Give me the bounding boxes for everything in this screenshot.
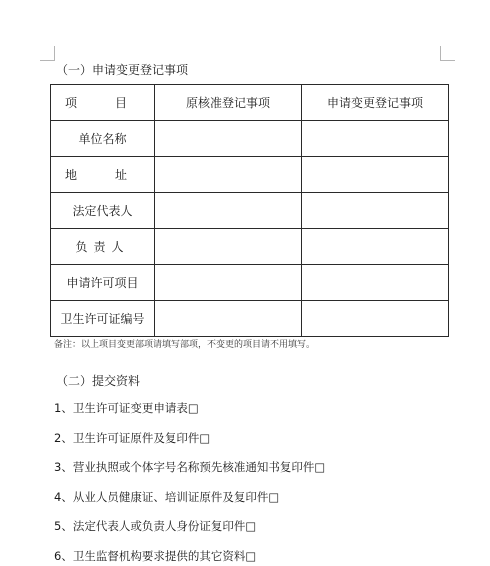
- section-heading-submit-materials: （二）提交资料: [56, 374, 141, 388]
- row-label: 法定代表人: [51, 193, 155, 229]
- requested-cell[interactable]: [302, 229, 449, 265]
- original-cell[interactable]: [155, 265, 302, 301]
- table-note: 备注：以上项目变更部项请填写部项，不变更的项目请不用填写。: [54, 340, 316, 350]
- table-row: [51, 265, 449, 301]
- table-row: [51, 157, 449, 193]
- table-row: [51, 301, 449, 337]
- change-registration-table: [50, 84, 449, 337]
- original-cell[interactable]: [155, 301, 302, 337]
- row-label: 负责人: [51, 229, 155, 265]
- original-cell[interactable]: [155, 121, 302, 157]
- original-cell[interactable]: [155, 229, 302, 265]
- header-original: 原核准登记事项: [155, 85, 302, 121]
- table-row: [51, 229, 449, 265]
- requested-cell[interactable]: [302, 121, 449, 157]
- list-item: 3、营业执照或个体字号名称预先核准通知书复印件□: [54, 460, 326, 474]
- row-label: 单位名称: [51, 121, 155, 157]
- list-item: 1、卫生许可证变更申请表□: [54, 401, 199, 415]
- table-row: [51, 121, 449, 157]
- original-cell[interactable]: [155, 157, 302, 193]
- row-label: 卫生许可证编号: [51, 301, 155, 337]
- crop-mark-top-right: [440, 46, 455, 61]
- requested-cell[interactable]: [302, 301, 449, 337]
- list-item: 4、从业人员健康证、培训证原件及复印件□: [54, 490, 280, 504]
- requested-cell[interactable]: [302, 265, 449, 301]
- list-item: 6、卫生监督机构要求提供的其它资料□: [54, 549, 257, 563]
- header-requested: 申请变更登记事项: [302, 85, 449, 121]
- original-cell[interactable]: [155, 193, 302, 229]
- list-item: 5、法定代表人或负责人身份证复印件□: [54, 519, 257, 533]
- section-heading-change-items: （一）申请变更登记事项: [56, 63, 189, 77]
- table-row: [51, 193, 449, 229]
- requested-cell[interactable]: [302, 157, 449, 193]
- table-header-row: [51, 85, 449, 121]
- requested-cell[interactable]: [302, 193, 449, 229]
- row-label: 地 址: [51, 157, 155, 193]
- row-label: 申请许可项目: [51, 265, 155, 301]
- crop-mark-top-left: [40, 46, 55, 61]
- list-item: 2、卫生许可证原件及复印件□: [54, 431, 211, 445]
- header-item: 项 目: [51, 85, 155, 121]
